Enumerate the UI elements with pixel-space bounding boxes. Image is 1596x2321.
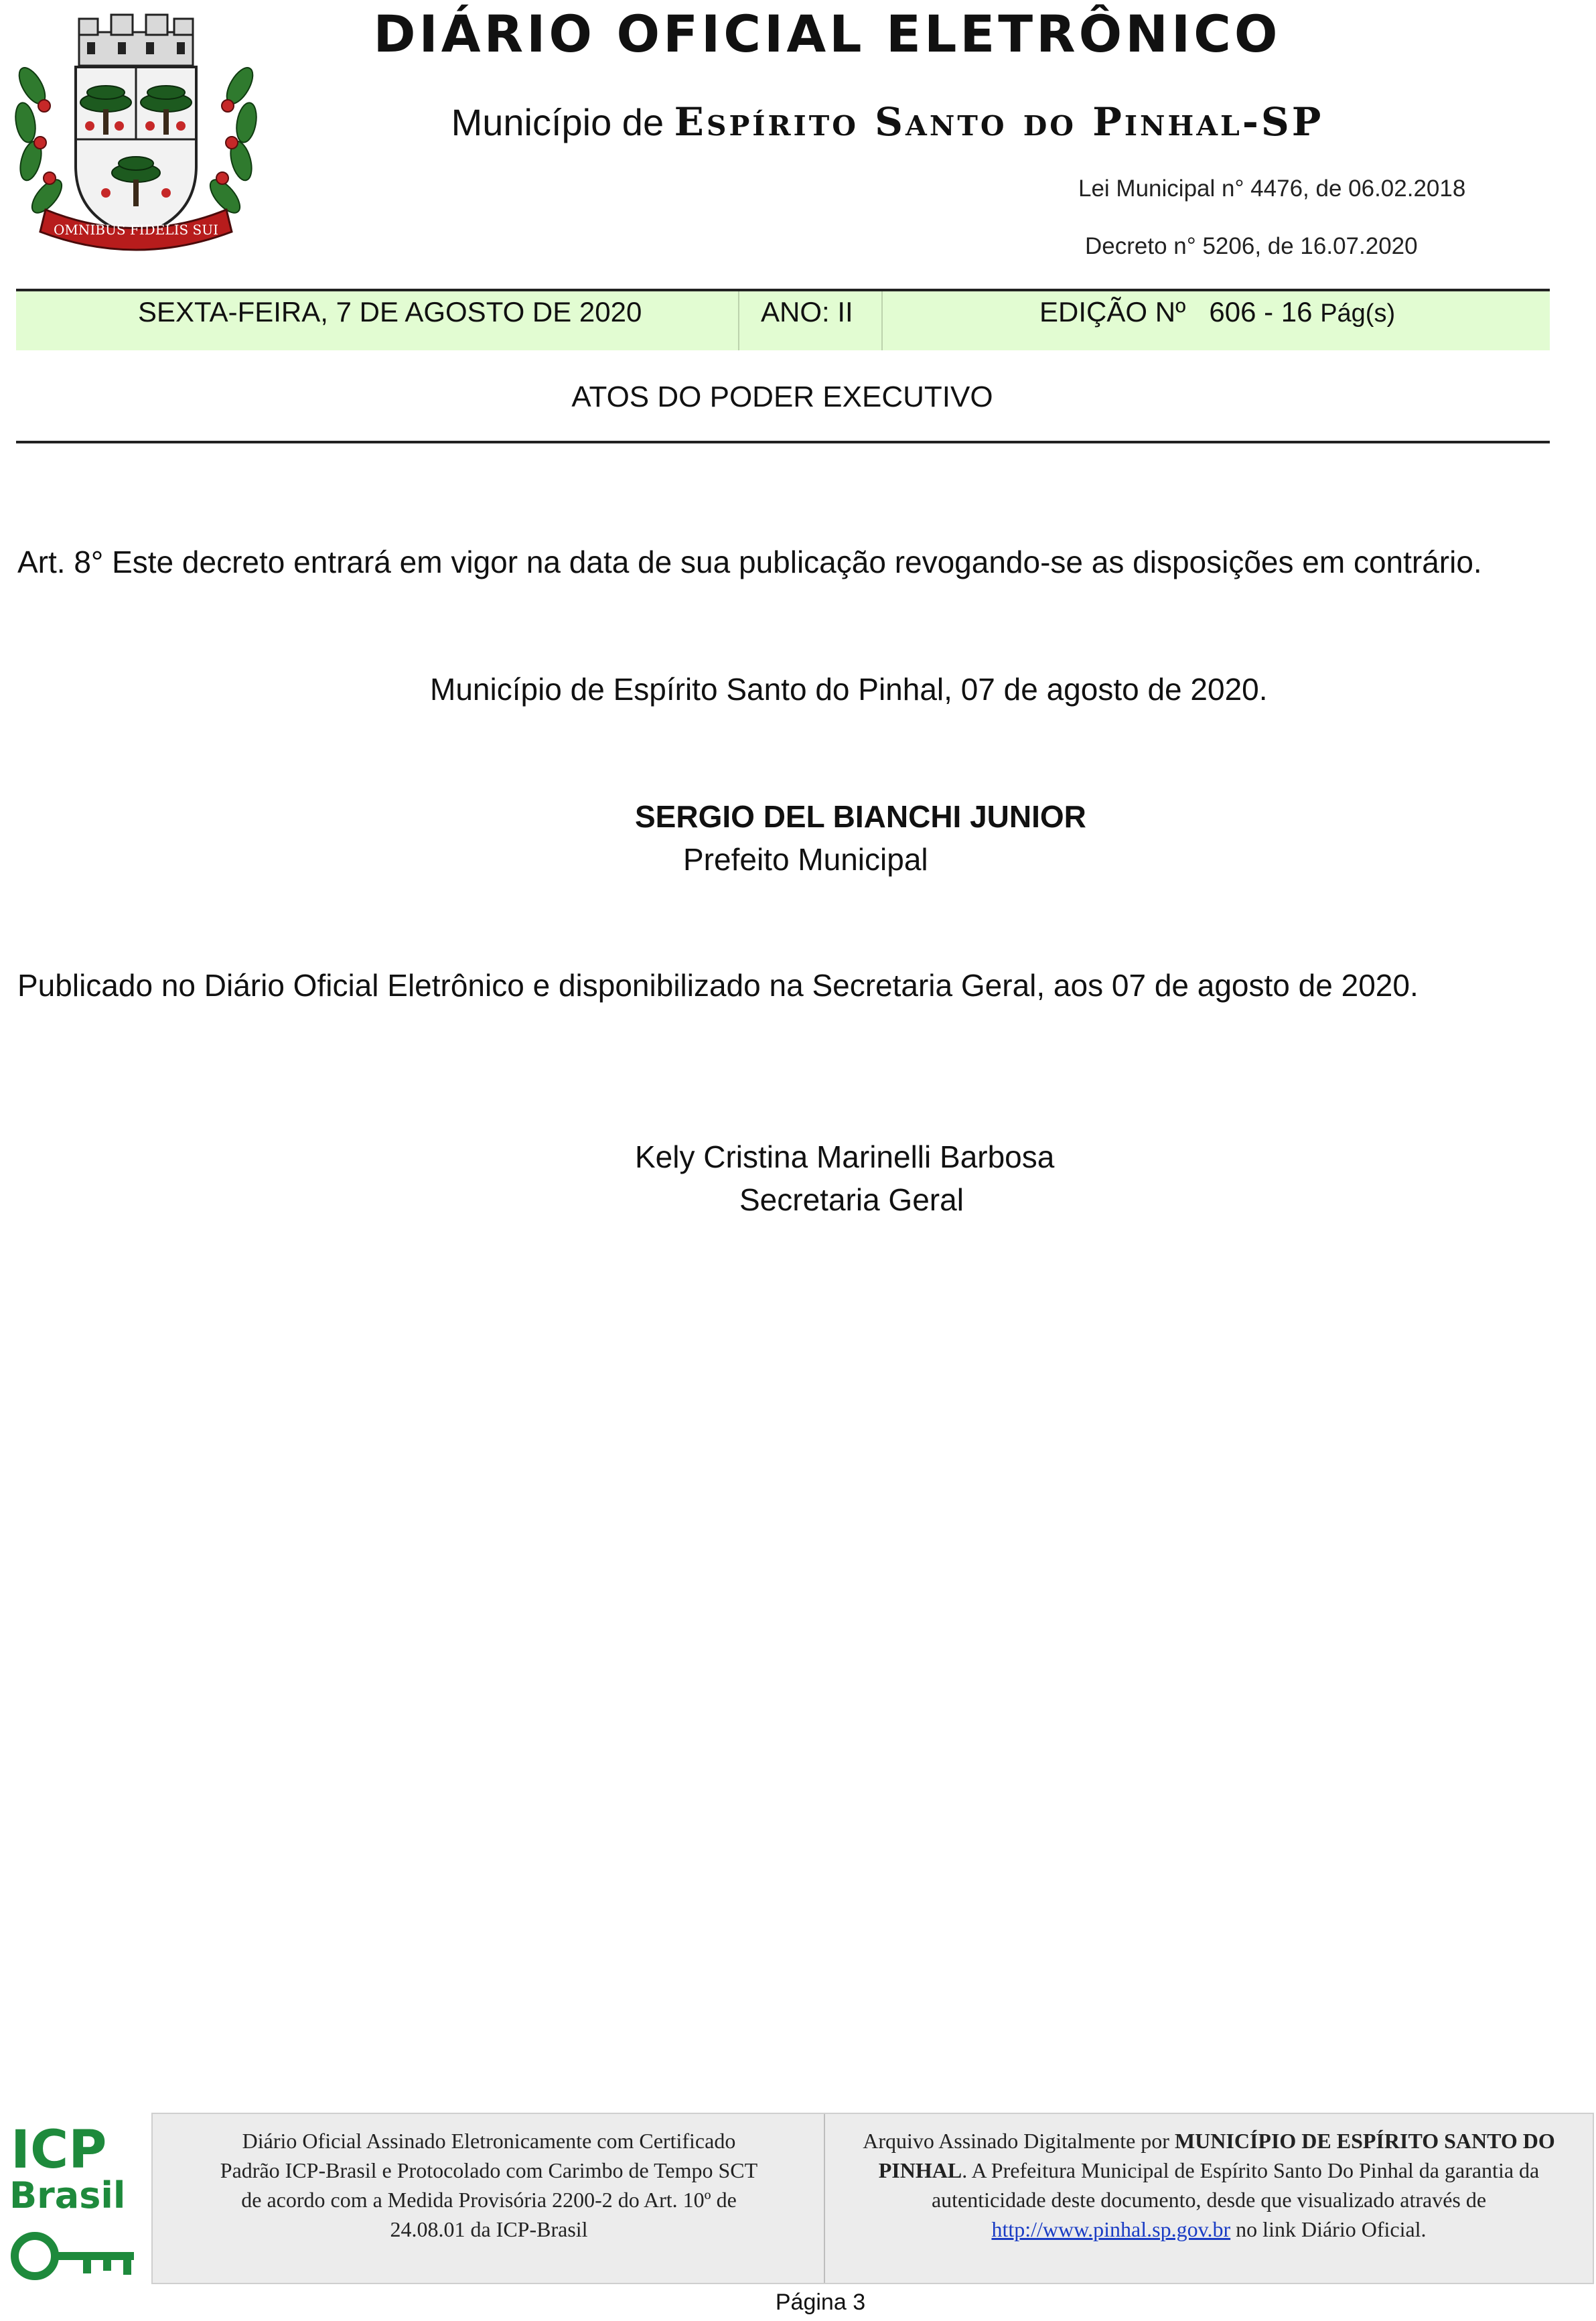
footer-divider — [824, 2114, 825, 2283]
icp-logo-subtext: Brasil — [9, 2174, 126, 2217]
secretary-role: Secretaria Geral — [739, 1182, 964, 1217]
icp-brasil-logo — [7, 2122, 141, 2290]
signatory-name: SERGIO DEL BIANCHI JUNIOR — [635, 799, 1086, 834]
municipality-line — [0, 99, 1596, 145]
publication-note: Publicado no Diário Oficial Eletrônico e disponibilizado na Secretaria Geral, aos 07 de agosto de 2020. — [17, 968, 1419, 1003]
edition-pages: Pág(s) — [1320, 299, 1396, 328]
lei-reference: Lei Municipal n° 4476, de 06.02.2018 — [1078, 175, 1466, 202]
band-divider — [881, 291, 883, 350]
certification-line: de acordo com a Medida Provisória 2200-2 do Art. 10º de — [241, 2188, 737, 2212]
signature-body: . A Prefeitura Municipal de Espírito Santo Do Pinhal da garantia da autenticidade deste documento, desde que visualizado através de — [931, 2158, 1540, 2212]
signature-suffix: no link Diário Oficial. — [1236, 2217, 1427, 2241]
band-divider — [738, 291, 739, 350]
decreto-reference: Decreto n° 5206, de 16.07.2020 — [1085, 233, 1418, 259]
signature-prefix: Arquivo Assinado Digitalmente por — [863, 2129, 1169, 2153]
certification-line: Padrão ICP-Brasil e Protocolado com Carimbo de Tempo SCT — [220, 2158, 758, 2182]
crest-motto-text: OMNIBUS FIDELIS SUI — [54, 222, 218, 238]
municipality-name: Espírito Santo do Pinhal-SP — [674, 99, 1324, 145]
edition-label: EDIÇÃO Nº — [1039, 296, 1186, 328]
digital-signature-text — [837, 2126, 1581, 2244]
edition-number — [1039, 292, 1395, 334]
secretary-name: Kely Cristina Marinelli Barbosa — [635, 1139, 1055, 1174]
certification-line: Diário Oficial Assinado Eletronicamente com Certificado — [242, 2129, 736, 2153]
gazette-title: DIÁRIO OFICIAL ELETRÔNICO — [373, 4, 1281, 64]
signer-name: MUNICÍPIO DE ESPÍRITO SANTO DO PINHAL — [878, 2129, 1555, 2182]
dateline: Município de Espírito Santo do Pinhal, 07 de agosto de 2020. — [430, 672, 1268, 707]
icp-logo-text: ICP — [11, 2122, 107, 2180]
edition-date: SEXTA-FEIRA, 7 DE AGOSTO DE 2020 — [138, 296, 642, 328]
signatory-role: Prefeito Municipal — [683, 842, 928, 877]
certification-text — [167, 2126, 810, 2244]
section-title: ATOS DO PODER EXECUTIVO — [571, 380, 993, 413]
certification-line: 24.08.01 da ICP-Brasil — [390, 2217, 588, 2241]
municipal-website-link[interactable]: http://www.pinhal.sp.gov.br — [991, 2217, 1231, 2241]
municipality-prefix: Município de — [451, 101, 664, 143]
article-8-text: Art. 8° Este decreto entrará em vigor na data de sua publicação revogando-se as disposições em contrário. — [17, 545, 1482, 579]
page-number: Página 3 — [775, 2290, 866, 2315]
edition-year: ANO: II — [761, 296, 853, 328]
edition-value: 606 - 16 — [1209, 296, 1313, 328]
section-rule — [16, 441, 1550, 443]
